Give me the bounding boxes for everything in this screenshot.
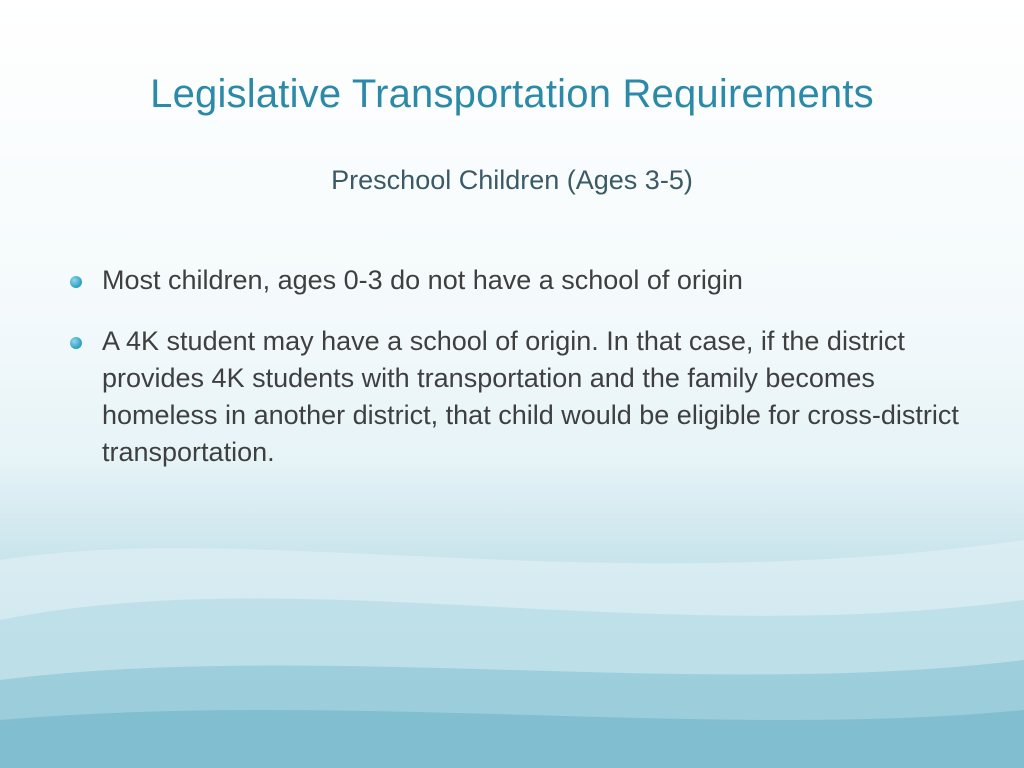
slide-title: Legislative Transportation Requirements (150, 72, 874, 116)
bullet-dot-icon (70, 276, 82, 288)
bullet-item (62, 262, 962, 299)
bullet-item (62, 323, 962, 471)
slide-subtitle: Preschool Children (Ages 3-5) (331, 165, 693, 195)
bullet-text: Most children, ages 0-3 do not have a school of origin (102, 265, 743, 295)
bullet-list (62, 262, 962, 495)
bullet-dot-icon (70, 337, 82, 349)
bullet-text: A 4K student may have a school of origin. In that case, if the district provides 4K students with transportation and the family becomes homeless in another district, that child would be eligible for cross-district transportation. (102, 326, 959, 467)
